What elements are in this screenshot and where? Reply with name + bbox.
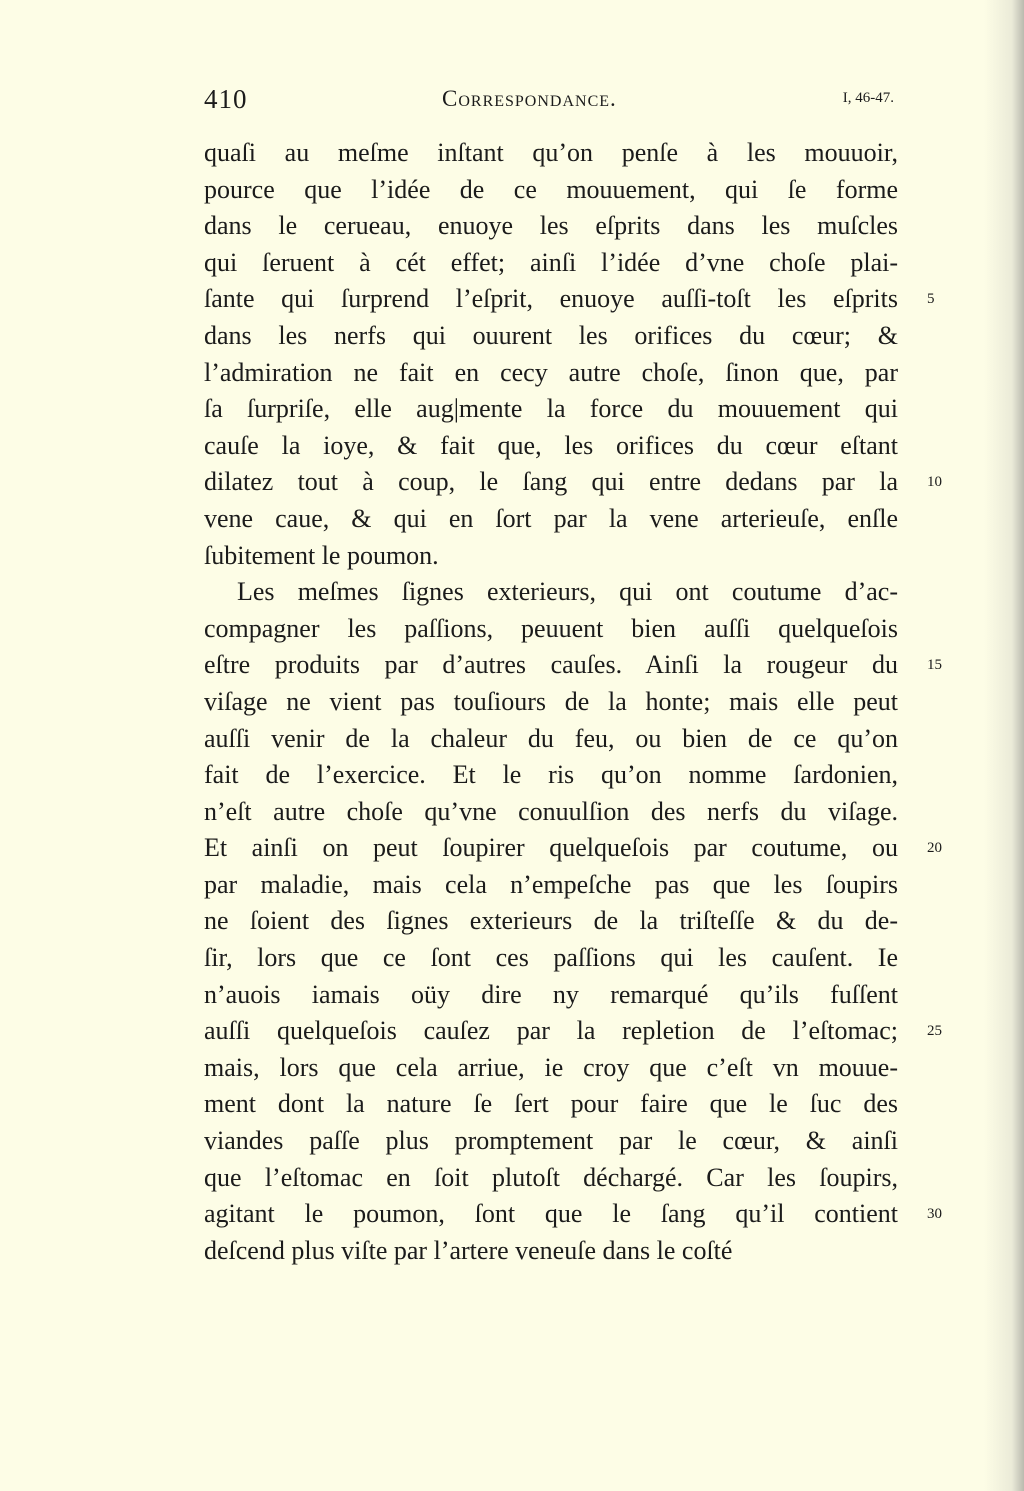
text-line — [204, 977, 898, 1014]
text-line — [204, 574, 898, 611]
line-text: ſir, lors que ce ſont ces paſſions qui les cauſent. Ie — [204, 943, 898, 973]
line-text: par maladie, mais cela n’empeſche pas que les ſoupirs — [204, 869, 898, 899]
text-line — [204, 940, 898, 977]
body-text — [204, 135, 942, 1269]
text-line — [204, 830, 942, 867]
text-line — [204, 1050, 898, 1087]
text-line — [204, 245, 898, 282]
text-line — [204, 281, 935, 318]
text-line — [204, 794, 898, 831]
line-text: eſtre produits par d’autres cauſes. Ainſi la rougeur du — [204, 650, 898, 680]
line-text: ne ſoient des ſignes exterieurs de la triſteſſe & du de- — [204, 906, 898, 936]
line-text: agitant le poumon, ſont que le ſang qu’il contient — [204, 1199, 898, 1229]
line-text: auſſi venir de la chaleur du feu, ou bien de ce qu’on — [204, 723, 898, 753]
text-line — [204, 721, 898, 758]
text-line — [204, 391, 898, 428]
line-text: ſante qui ſurprend l’eſprit, enuoye auſſi-toſt les eſprits — [204, 284, 898, 314]
line-text: quaſi au meſme inſtant qu’on penſe à les mouuoir, — [204, 138, 898, 167]
line-text: ſa ſurpriſe, elle aug|mente la force du mouuement qui — [204, 394, 898, 424]
line-text: viſage ne vient pas touſiours de la honte; mais elle peut — [204, 686, 898, 716]
text-line — [204, 135, 898, 172]
text-line — [204, 208, 898, 245]
text-line — [204, 1013, 942, 1050]
line-text: qui ſeruent à cét effet; ainſi l’idée d’vne choſe plai- — [204, 247, 898, 277]
line-number: 15 — [927, 657, 942, 674]
line-text: l’admiration ne fait en cecy autre choſe, ſinon que, par — [204, 357, 898, 387]
text-line — [204, 318, 898, 355]
line-text: vene caue, & qui en ſort par la vene arterieuſe, enſle — [204, 503, 898, 533]
page-edge-shadow — [984, 0, 1024, 1491]
text-line — [204, 355, 898, 392]
line-text: viandes paſſe plus promptement par le cœur, & ainſi — [204, 1126, 898, 1156]
line-text: auſſi quelqueſois cauſez par la repletion de l’eſtomac; — [204, 1016, 898, 1046]
text-line — [204, 647, 942, 684]
line-number: 5 — [927, 291, 935, 308]
line-text: dilatez tout à coup, le ſang qui entre dedans par la — [204, 467, 898, 497]
line-text: dans le cerueau, enuoye les eſprits dans les muſcles — [204, 211, 898, 241]
line-text: dans les nerfs qui ouurent les orifices du cœur; & — [204, 320, 898, 350]
line-text: compagner les paſſions, peuuent bien auſſi quelqueſois — [204, 613, 898, 643]
line-text: n’auois iamais oüy dire ny remarqué qu’ils fuſſent — [204, 979, 898, 1009]
line-text: n’eſt autre choſe qu’vne conuulſion des nerfs du viſage. — [204, 796, 898, 826]
text-line — [204, 903, 898, 940]
line-text: Les meſmes ſignes exterieurs, qui ont coutume d’ac- — [237, 577, 898, 607]
text-line — [204, 1196, 942, 1233]
line-text: deſcend plus viſte par l’artere veneuſe dans le coſté — [204, 1235, 733, 1265]
text-line — [204, 538, 898, 575]
line-text: pource que l’idée de ce mouuement, qui ſe forme — [204, 174, 898, 204]
text-line — [204, 757, 898, 794]
page-number: 410 — [204, 84, 248, 114]
line-text: mais, lors que cela arriue, ie croy que c’eſt vn mouue- — [204, 1052, 898, 1082]
line-text: fait de l’exercice. Et le ris qu’on nomme ſardonien, — [204, 760, 898, 790]
text-line — [204, 428, 898, 465]
running-title: Correspondance. — [442, 86, 617, 111]
text-line — [204, 684, 898, 721]
text-line — [204, 501, 898, 538]
line-number: 10 — [927, 474, 942, 491]
line-text: cauſe la ioye, & fait que, les orifices du cœur eſtant — [204, 430, 898, 460]
text-line — [204, 1086, 898, 1123]
text-line — [204, 172, 898, 209]
line-number: 30 — [927, 1206, 942, 1223]
text-line — [204, 867, 898, 904]
text-line — [204, 1123, 898, 1160]
volume-reference: I, 46-47. — [842, 90, 894, 106]
line-text: ſubitement le poumon. — [204, 540, 439, 570]
text-line — [204, 611, 898, 648]
page-header — [204, 84, 894, 118]
line-text: Et ainſi on peut ſoupirer quelqueſois par coutume, ou — [204, 833, 898, 863]
line-number: 25 — [927, 1023, 942, 1040]
text-line — [204, 1160, 898, 1197]
text-line — [204, 464, 942, 501]
line-text: ment dont la nature ſe ſert pour faire que le ſuc des — [204, 1089, 898, 1119]
text-line — [204, 1233, 898, 1270]
line-number: 20 — [927, 840, 942, 857]
line-text: que l’eſtomac en ſoit plutoſt déchargé. Car les ſoupirs, — [204, 1162, 898, 1192]
